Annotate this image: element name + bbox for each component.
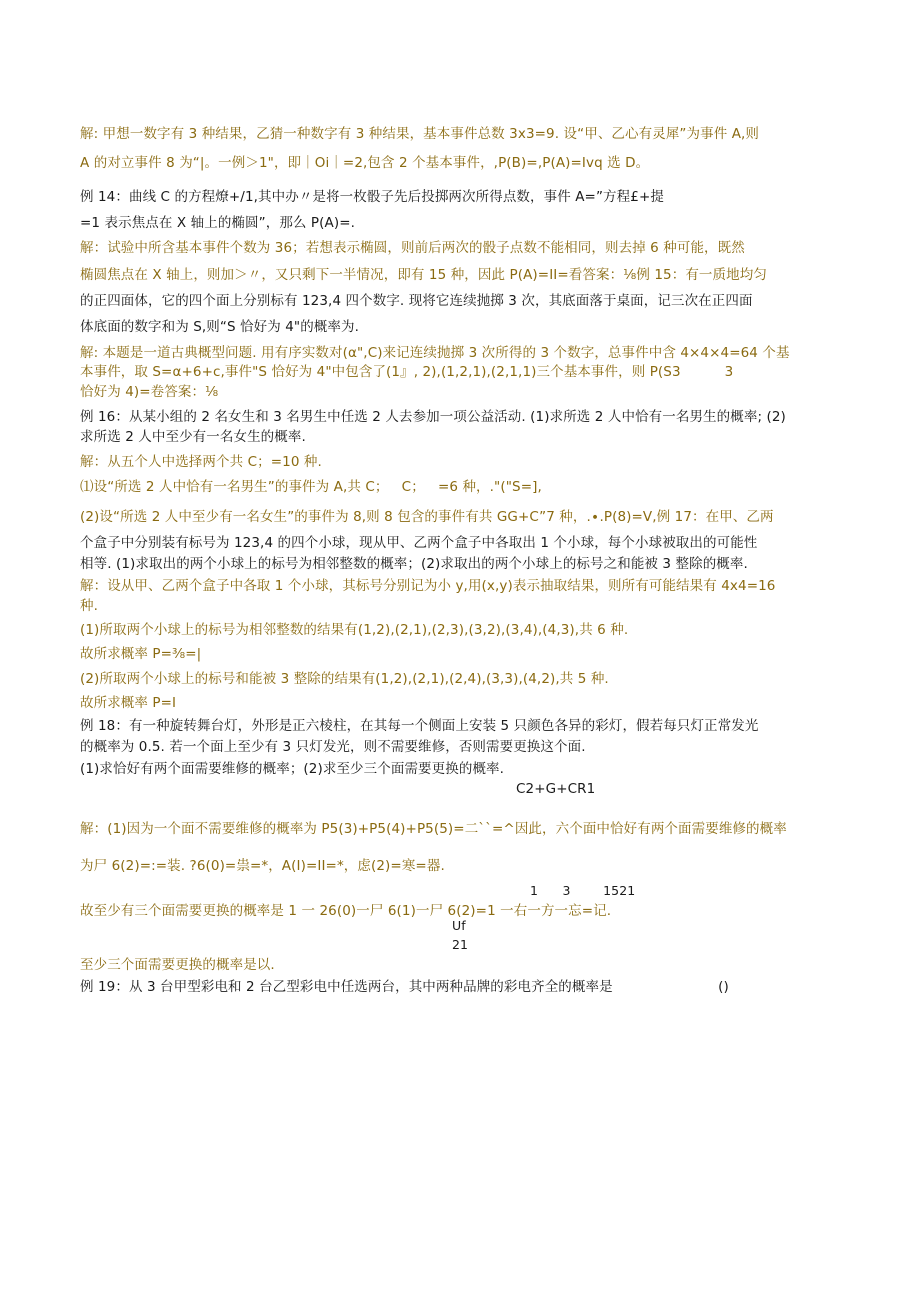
text-line: (1)所取两个小球上的标号为相邻整数的结果有(1,2),(2,1),(2,3),(3,2),(3,4),(4,3),共 6 种.	[80, 622, 629, 638]
text-line: 至少三个面需要更换的概率是以.	[80, 957, 275, 973]
text-line: 解：试验中所含基本事件个数为 36；若想表示椭圆，则前后两次的骰子点数不能相同，则去掉 6 种可能，既然	[80, 240, 745, 256]
text-line: 体底面的数字和为 S,则“S 恰好为 4"的概率为.	[80, 319, 359, 335]
text-line: 的概率为 0.5. 若一个面上至少有 3 只灯发光，则不需要维修，否则需要更换这个面.	[80, 739, 586, 755]
text-line: 个盒子中分别装有标号为 123,4 的四个小球，现从甲、乙两个盒子中各取出 1 个小球，每个小球被取出的可能性	[80, 535, 758, 551]
text-line: ⑴设“所选 2 人中恰有一名男生”的事件为 A,共 C； C； =6 种，."("S=],	[80, 479, 542, 495]
text-line: =1 表示焦点在 X 轴上的椭圆”，那么 P(A)=.	[80, 215, 356, 231]
text-line: 种.	[80, 598, 98, 614]
text-line: 本事件，取 S=α+6+c,事件"S 恰好为 4"中包含了(1』, 2),(1,2,1),(2,1,1)三个基本事件，则 P(S3 3	[80, 364, 734, 380]
text-line: 例 16：从某小组的 2 名女生和 3 名男生中任选 2 人去参加一项公益活动. (1)求所选 2 人中恰有一名男生的概率; (2)	[80, 409, 786, 425]
text-line: 的正四面体，它的四个面上分别标有 123,4 四个数字. 现将它连续抛掷 3 次，其底面落于桌面，记三次在正四面	[80, 293, 753, 309]
text-line: (2)设“所选 2 人中至少有一名女生”的事件为 8,则 8 包含的事件有共 GG+C”7 种，.∙.P(8)=V,例 17：在甲、乙两	[80, 509, 774, 525]
text-line: 例 19：从 3 台甲型彩电和 2 台乙型彩电中任选两台，其中两种品牌的彩电齐全的概率是 ()	[80, 979, 729, 995]
text-line: 解：(1)因为一个面不需要维修的概率为 P5(3)+P5(4)+P5(5)=二``=^因此，六个面中恰好有两个面需要维修的概率	[80, 821, 787, 837]
text-line: 故所求概率 P=I	[80, 695, 177, 711]
text-line: 解: 本题是一道古典概型问题. 用有序实数对(α",C)来记连续抛掷 3 次所得的 3 个数字，总事件中含 4×4×4=64 个基	[80, 345, 790, 361]
text-line: C2+G+CR1	[516, 781, 596, 797]
text-line: 解：从五个人中选择两个共 C；=10 种.	[80, 454, 322, 470]
text-line: Uf	[452, 918, 466, 933]
text-line: 解：设从甲、乙两个盒子中各取 1 个小球，其标号分别记为小 y,用(x,y)表示抽取结果，则所有可能结果有 4x4=16	[80, 578, 776, 594]
text-line: 求所选 2 人中至少有一名女生的概率.	[80, 429, 306, 445]
text-line: 21	[452, 937, 469, 952]
text-line: 为尸 6(2)=:=装. ?6(0)=祟=*，A(I)=II=*，虑(2)=寒=器.	[80, 858, 445, 874]
text-line: 1 3 1521	[530, 883, 636, 898]
text-line: 例 18：有一种旋转舞台灯，外形是正六棱柱，在其每一个侧面上安装 5 只颜色各异的彩灯，假若每只灯正常发光	[80, 718, 759, 734]
text-line: 恰好为 4)=卷答案：⅛	[80, 384, 219, 400]
text-line: 故所求概率 P=⅜=|	[80, 646, 202, 662]
text-line: 相等. (1)求取出的两个小球上的标号为相邻整数的概率；(2)求取出的两个小球上的标号之和能被 3 整除的概率.	[80, 556, 748, 572]
text-line: (2)所取两个小球上的标号和能被 3 整除的结果有(1,2),(2,1),(2,4),(3,3),(4,2),共 5 种.	[80, 671, 609, 687]
text-line: A 的对立事件 8 为“|。一例＞1"，即｜Oi｜=2,包含 2 个基本事件，,P(B)=,P(A)=Ivq 选 D。	[80, 155, 650, 171]
text-line: 故至少有三个面需要更换的概率是 1 一 26(0)一尸 6(1)一尸 6(2)=1 一右一方一忘=记.	[80, 903, 612, 919]
text-line: 解: 甲想一数字有 3 种结果，乙猜一种数字有 3 种结果，基本事件总数 3x3=9. 设“甲、乙心有灵犀”为事件 A,则	[80, 126, 760, 142]
text-line: 椭圆焦点在 X 轴上，则加＞〃，又只剩下一半情况，即有 15 种，因此 P(A)=II=看答案：⅛例 15：有一质地均匀	[80, 267, 767, 283]
text-line: 例 14：曲线 C 的方程燎+/1,其中办〃是将一枚骰子先后投掷两次所得点数，事件 A=”方程£+提	[80, 189, 664, 205]
text-line: (1)求恰好有两个面需要维修的概率；(2)求至少三个面需要更换的概率.	[80, 761, 505, 777]
